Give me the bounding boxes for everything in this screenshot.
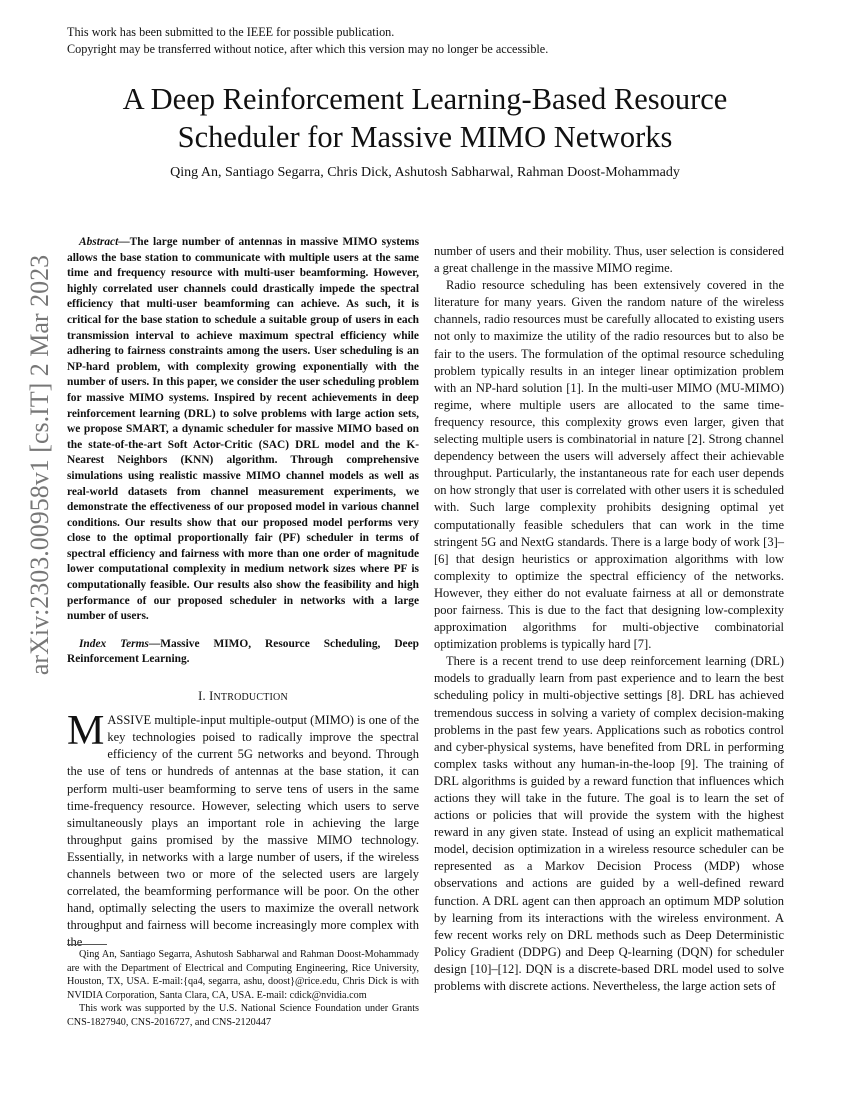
drop-cap: M [67, 708, 105, 755]
footnotes [67, 948, 419, 1030]
footnote-rule [67, 944, 107, 945]
paper-title-line-1: A Deep Reinforcement Learning-Based Resource [122, 82, 728, 116]
index-terms [67, 637, 419, 668]
arxiv-identifier: arXiv:2303.00958v1 [cs.IT] 2 Mar 2023 [25, 254, 54, 676]
index-terms-label: Index Terms [79, 637, 149, 650]
section-numeral: I. [198, 689, 210, 704]
section-heading-introduction [67, 688, 419, 706]
footnote-affiliations: Qing An, Santiago Segarra, Ashutosh Sabharwal and Rahman Doost-Mohammady are with the Department of Electrical and Computing Engineering, Rice University, Houston, TX, USA. E-mail:{qa4, segarra, ashu, doost}@rice.edu, Chris Dick is with NVIDIA Corporation, Santa Clara, CA, USA. E-mail: cdick@nvidia.com [67, 949, 419, 1001]
intro-paragraph-1 [67, 708, 419, 951]
left-column [67, 235, 419, 951]
submission-notice [67, 24, 767, 58]
author-list: Qing An, Santiago Segarra, Chris Dick, Ashutosh Sabharwal, Rahman Doost-Mohammady [170, 165, 680, 180]
abstract-text: —The large number of antennas in massive MIMO systems allows the base station to communicate with multiple users at the same time and frequency resource with multi-user beamforming. However, highly correlated user channels could drastically impede the spectral efficiency that multi-user beamforming can achieve. As such, it is critical for the base station to schedule a suitable group of users in each transmission interval to achieve maximum spectral efficiency while adhering to fairness constraints among the users. User scheduling is an NP-hard problem, with complexity growing exponentially with the number of users. In this paper, we consider the user scheduling problem for massive MIMO systems. Inspired by recent achievements in deep reinforcement learning (DRL) to solve problems with large action sets, we propose SMART, a dynamic scheduler for massive MIMO based on the state-of-the-art Soft Actor-Critic (SAC) DRL model and the K-Nearest Neighbors (KNN) algorithm. Through comprehensive simulations using realistic massive MIMO channel models as well as real-world datasets from channel measurement experiments, we demonstrate the effectiveness of our proposed model in various channel conditions. Our results show that our proposed model performs very close to the optimal proportionally fair (PF) scheduler in terms of spectral efficiency and fairness with more than one order of magnitude lower computational complexity in medium network sizes where PF is computationally feasible. Our results also show the feasibility and high performance of our proposed scheduler in networks with a large number of users. [67, 236, 419, 623]
index-terms-text: —Massive MIMO, Resource Scheduling, Deep Reinforcement Learning. [67, 637, 419, 666]
section-title-rest: NTRODUCTION [213, 692, 288, 704]
right-column [434, 243, 784, 995]
intro-paragraph-1-text: ASSIVE multiple-input multiple-output (MIMO) is one of the key technologies poised to radically improve the spectral efficiency of the current 5G networks and beyond. Through the use of tens or hundreds of antennas at the base station, it can perform multi-user beamforming to serve tens of users in the same time-frequency resource. However, selecting which users to serve simultaneously plays an important role in achieving the large throughput gains promised by the massive MIMO technology. Essentially, in networks with a large number of users, if the wireless channels between two or more of the selected users are largely correlated, the beamforming performance will be poor. On the other hand, optimally selecting the users to maximize the overall network throughput and fairness will become increasingly more complex with the [67, 713, 419, 950]
right-paragraph-continued: number of users and their mobility. Thus, user selection is considered a great challenge in the massive MIMO regime. [434, 244, 784, 276]
right-paragraph-radio-resource: Radio resource scheduling has been extensively covered in the literature for many years. Given the random nature of the wireless channels, radio resources must be carefully allocated to existing users not only to maximize the utility of the radio resources but to also be fair to the users. The formulation of the optimal resource scheduling problem typically results in an integer linear optimization problem with an NP-hard solution [1]. In the multi-user MIMO (MU-MIMO) regime, where multiple users are allocated to the same time-frequency resource, this complexity grows even larger, given that selecting multiple users is combinatorial in nature [2]. Strong channel dependency between the users will adversely affect their achievable throughput. Particularly, the instantaneous rate for each user depends on how strongly that user is correlated with other users it is scheduled with. Such large complexity prohibits designing optimal yet computationally feasible schedulers that can work in the time stringent 5G and NextG standards. There is a large body of work [3]–[6] that design heuristics or approximation algorithms with low complexity to optimize the spectral efficiency of the networks. However, they either do not evaluate fairness at all or demonstrate poor fairness. This is due to the fact that designing low-complexity approximation algorithms for multi-objective combinatorial optimization problems is typically hard [7]. [434, 278, 784, 652]
section-title-first: I [209, 689, 214, 704]
abstract [67, 235, 419, 625]
paper-title-line-2: Scheduler for Massive MIMO Networks [177, 120, 673, 154]
abstract-label: Abstract [79, 236, 119, 248]
right-paragraph-drl-trend: There is a recent trend to use deep reinforcement learning (DRL) models to gradually learn from past experience and to learn the best scheduling policy in multi-objective settings [8]. DRL has achieved tremendous success in solving a variety of complex decision-making problems in the past few years. Applications such as robotics control and cyber-physical systems, have benefited from DRL in performing complex tasks without any human-in-the-loop [9]. The training of DRL algorithms is guided by a reward function that influences which actions they will take in the future. The goal is to learn the set of actions or policies that will provide the system with the highest reward in any given state. Instead of using an explicit mathematical model, decision optimization in a wireless resource scheduler can be represented as a Markov Decision Process (MDP) whose observations and actions are guided by a well-defined reward function. A DRL agent can then approach an optimum MDP solution by learning from its interactions with the wireless environment. A few recent works rely on DRL methods such as Deep Deterministic Policy Gradient (DDPG) and Deep Q-learning (DQN) for scheduler design [10]–[12]. DQN is a discrete-based DRL model used to solve problems with discrete actions. Nevertheless, the large action sets of [434, 654, 784, 994]
notice-line-1: This work has been submitted to the IEEE for possible publication. [67, 25, 395, 39]
notice-line-2: Copyright may be transferred without notice, after which this version may no longer be accessible. [67, 42, 549, 56]
footnote-funding: This work was supported by the U.S. National Science Foundation under Grants CNS-1827940, CNS-2016727, and CNS-2120447 [67, 1003, 419, 1028]
